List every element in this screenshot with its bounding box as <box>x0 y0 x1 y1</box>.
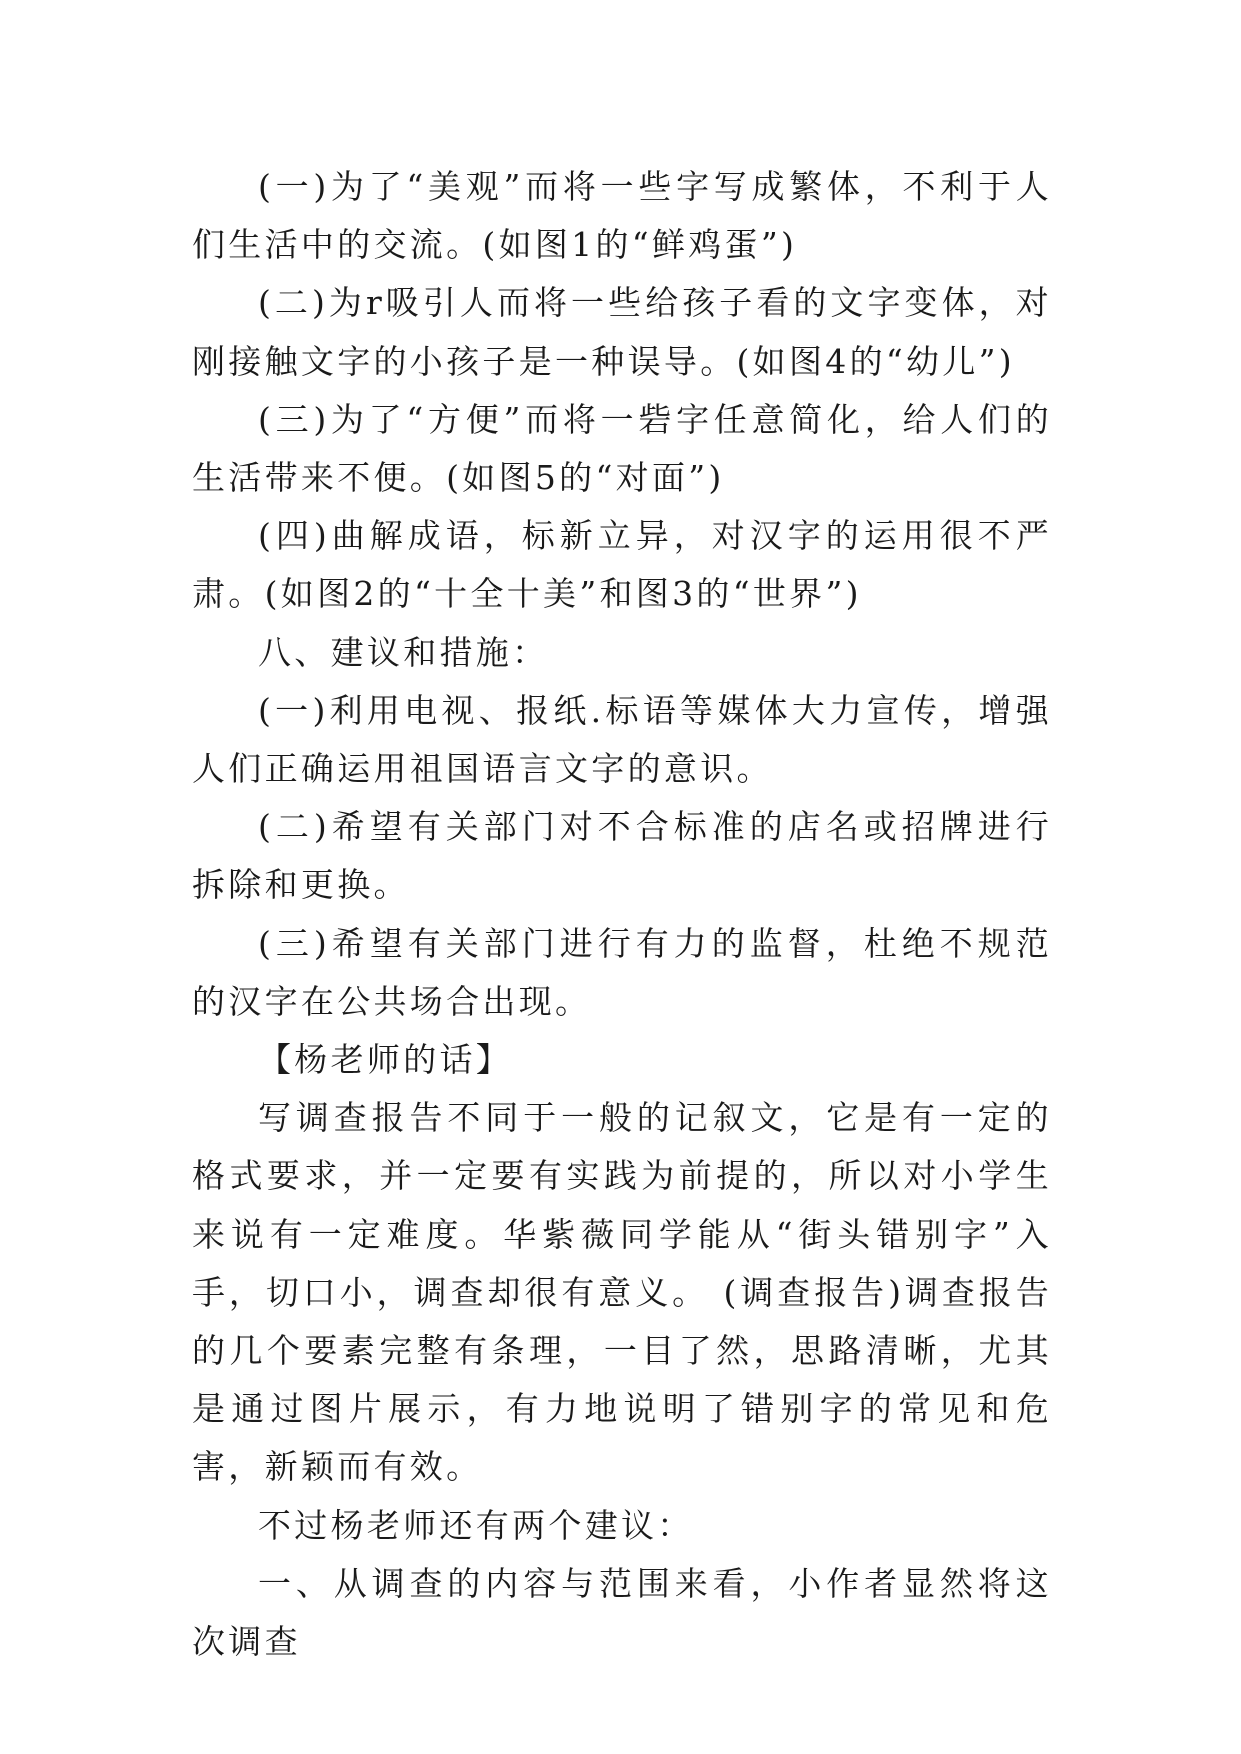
section-heading-teacher-comment: 【杨老师的话】 <box>258 1040 513 1080</box>
section-heading-suggestions: 八、建议和措施： <box>258 632 549 672</box>
paragraph-problem-3: (三)为了“方便”而将一砦字任意简化，给人们的生活带来不便。(如图5的“对面”) <box>192 399 1052 498</box>
paragraph-teacher-suggestion-1: 一、从调查的内容与范围来看，小作者显然将这次调查 <box>192 1563 1052 1662</box>
paragraph-problem-4: (四)曲解成语，标新立异，对汉字的运用很不严肃。(如图2的“十全十美”和图3的“世界”) <box>192 516 1052 614</box>
paragraph-problem-1: (一)为了“美观”而将一些字写成繁体，不利于人们生活中的交流。(如图1的“鲜鸡蛋”) <box>192 167 1052 265</box>
paragraph-teacher-suggestions-intro: 不过杨老师还有两个建议： <box>258 1505 694 1545</box>
paragraph-suggestion-1: (一)利用电视、报纸.标语等媒体大力宣传，增强人们正确运用祖国语言文字的意识。 <box>192 690 1052 789</box>
paragraph-problem-2: (二)为r吸引人而将一些给孩子看的文字变体，对刚接触文字的小孩子是一种误导。(如图4的“幼儿”) <box>192 283 1052 381</box>
document-body <box>192 158 1052 1671</box>
paragraph-suggestion-2: (二)希望有关部门对不合标准的店名或招牌进行拆除和更换。 <box>192 807 1052 905</box>
paragraph-teacher-comment: 写调查报告不同于一般的记叙文，它是有一定的格式要求，并一定要有实践为前提的，所以对小学生来说有一定难度。华紫薇同学能从“街头错别字”入手，切口小，调查却很有意义。 (调查报告)调查报告的几个要素完整有条理，一目了然，思路清晰，尤其是通过图片展示，有力地说明了错别字的常见和危害，新颖而有效。 <box>192 1098 1052 1487</box>
paragraph-suggestion-3: (三)希望有关部门进行有力的监督，杜绝不规范的汉字在公共场合出现。 <box>192 923 1052 1021</box>
